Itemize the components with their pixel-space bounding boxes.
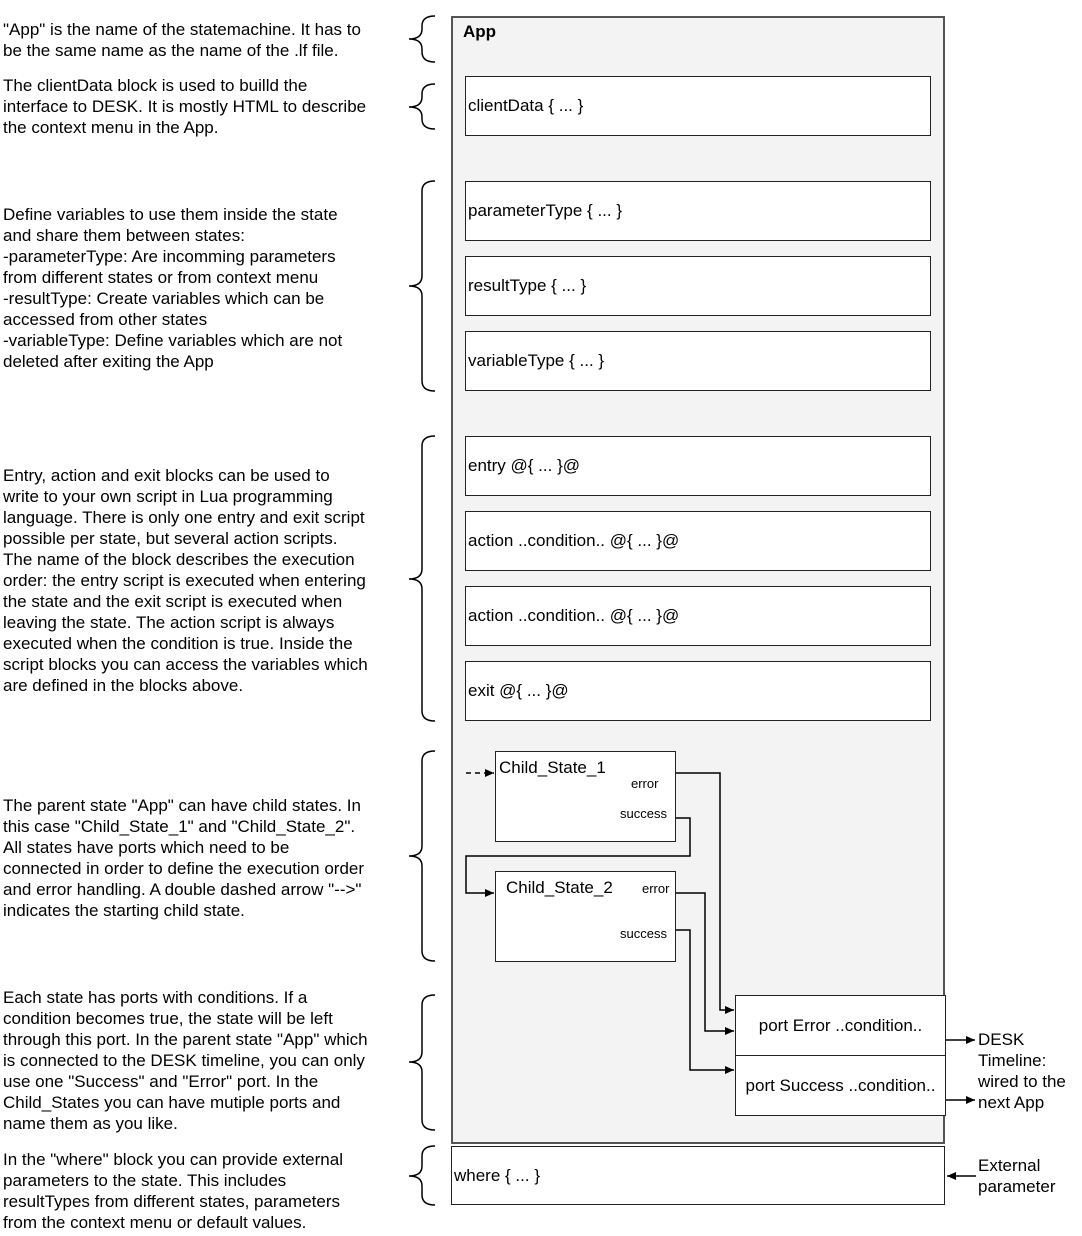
brace-app (409, 16, 435, 62)
exit-block: exit @{ ... }@ (465, 661, 931, 721)
brace-child-states (409, 751, 435, 961)
brace-ports (409, 995, 435, 1130)
child-state-1-title: Child_State_1 (499, 758, 606, 777)
brace-variables (409, 181, 435, 391)
app-state-title: App (463, 22, 497, 41)
action-block-1: action ..condition.. @{ ... }@ (465, 511, 931, 571)
description-where: In the "where" block you can provide external parameters to the state. This includes resultTypes from different states, parameters from the context menu or default values. (3, 1150, 343, 1232)
brace-where (409, 1146, 435, 1205)
child-state-2-title: Child_State_2 (506, 878, 613, 897)
description-client-data: The clientData block is used to builld the interface to DESK. It is mostly HTML to describe the context menu in the App. (3, 76, 367, 137)
description-variables: Define variables to use them inside the state and share them between states: -parameterType: Are incomming parameters from different states or from context menu -resultType: Create variables which can be accessed from other states -variableType: Define variables which are not deleted after exiting the App (3, 205, 343, 371)
description-scripts: Entry, action and exit blocks can be used to write to your own script in Lua programming language. There is only one entry and exit script possible per state, but several action scripts. The name of the block describes the execution order: the entry script is executed when entering the state and the exit script is executed when leaving the state. The action script is always executed when the condition is true. Inside the script blocks you can access the variables which are defined in the blocks above. (3, 466, 368, 695)
entry-block: entry @{ ... }@ (465, 436, 931, 496)
where-block: where { ... } (451, 1146, 945, 1205)
description-child-states: The parent state "App" can have child states. In this case "Child_State_1" and "Child_State_2". All states have ports which need to be connected in order to define the execution order and error handling. A double dashed arrow "-->" indicates the starting child state. (3, 796, 365, 920)
port-error-box: port Error ..condition.. (735, 995, 946, 1056)
client-data-block: clientData { ... } (465, 76, 931, 136)
parameter-type-block: parameterType { ... } (465, 181, 931, 241)
description-ports: Each state has ports with conditions. If a condition becomes true, the state will be left through this port. In the parent state "App" which is connected to the DESK timeline, you can only use one "Success" and "Error" port. In the Child_States you can have mutiple ports and name them as you like. (3, 988, 368, 1133)
variable-type-block: variableType { ... } (465, 331, 931, 391)
connector-child1-success (466, 818, 690, 893)
desk-timeline-label: DESK Timeline: wired to the next App (978, 1030, 1066, 1112)
external-parameter-label: External parameter (978, 1156, 1056, 1196)
brace-scripts (409, 436, 435, 721)
brace-client-data (409, 84, 435, 129)
port-success-box: port Success ..condition.. (735, 1055, 946, 1116)
child-state-1-error-port: error (631, 776, 659, 791)
description-app: "App" is the name of the statemachine. It has to be the same name as the name of the .lf file. (3, 20, 361, 60)
child-state-2-error-port: error (642, 881, 670, 896)
child-state-1-success-port: success (620, 806, 667, 821)
child-state-2-success-port: success (620, 926, 667, 941)
action-block-2: action ..condition.. @{ ... }@ (465, 586, 931, 646)
result-type-block: resultType { ... } (465, 256, 931, 316)
